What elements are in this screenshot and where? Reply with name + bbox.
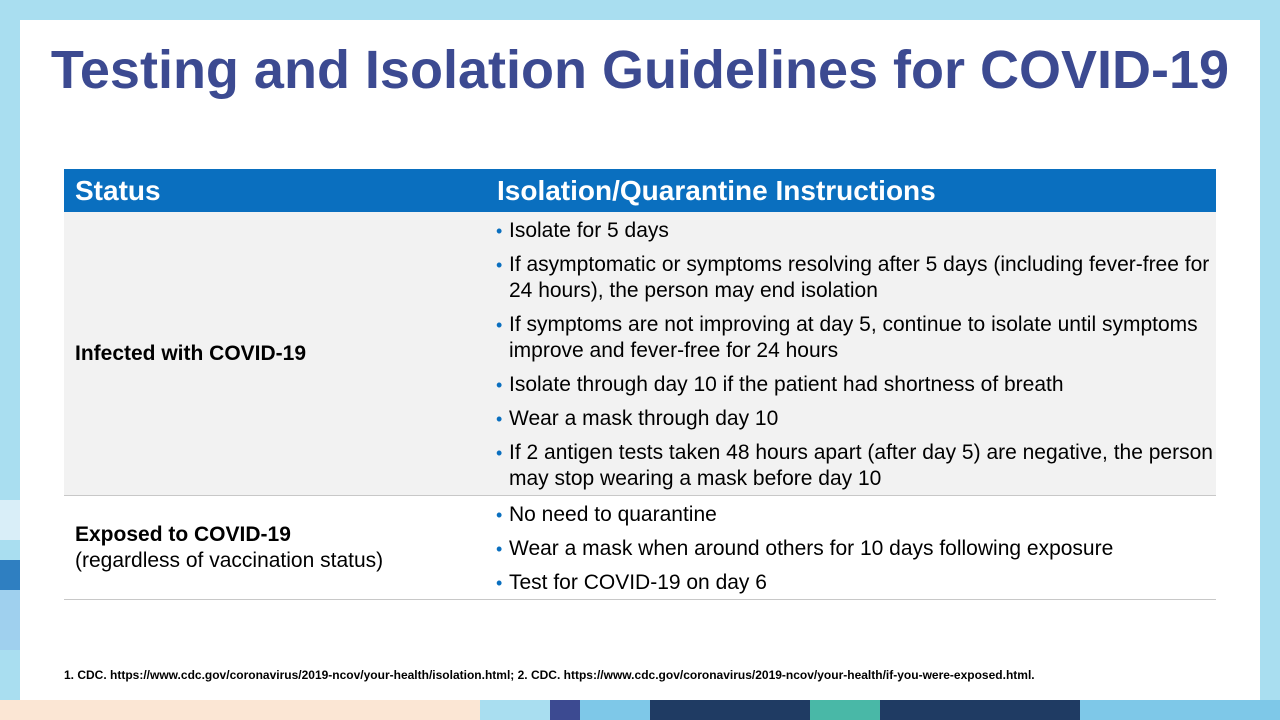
header-status: Status xyxy=(75,174,161,206)
decor-block xyxy=(0,500,20,540)
list-item xyxy=(496,570,1216,596)
status-cell xyxy=(64,496,486,599)
list-item xyxy=(496,440,1216,492)
bullet-icon: • xyxy=(496,409,503,429)
bullet-icon: • xyxy=(496,255,503,275)
status-cell xyxy=(64,212,486,495)
decor-block xyxy=(0,700,480,720)
instruction-text: If symptoms are not improving at day 5, continue to isolate until symptoms improve and fever-free for 24 hours xyxy=(509,313,1198,362)
slide xyxy=(20,20,1260,700)
bullet-icon: • xyxy=(496,505,503,525)
list-item xyxy=(496,218,1216,244)
decor-block xyxy=(880,700,1080,720)
status-label: Exposed to COVID-19 xyxy=(75,522,291,546)
instructions-cell xyxy=(486,212,1216,495)
instruction-text: Wear a mask through day 10 xyxy=(509,407,779,430)
instruction-text: Isolate for 5 days xyxy=(509,219,669,242)
list-item xyxy=(496,312,1216,364)
instruction-text: Wear a mask when around others for 10 days following exposure xyxy=(509,537,1114,560)
decor-block xyxy=(550,700,580,720)
guidelines-table xyxy=(64,169,1216,600)
decor-block xyxy=(1080,700,1280,720)
bullet-icon: • xyxy=(496,221,503,241)
footnote-references: 1. CDC. https://www.cdc.gov/coronavirus/2019-ncov/your-health/isolation.html; 2. CDC. https://www.cdc.gov/coronavirus/2019-ncov/your-health/if-you-were-exposed.html. xyxy=(64,668,1035,682)
status-label: Infected with COVID-19 xyxy=(75,341,307,365)
bullet-icon: • xyxy=(496,315,503,335)
instruction-text: No need to quarantine xyxy=(509,503,717,526)
decor-block xyxy=(0,560,20,590)
bullet-icon: • xyxy=(496,375,503,395)
slide-title: Testing and Isolation Guidelines for COVID-19 xyxy=(50,40,1230,100)
instruction-text: Test for COVID-19 on day 6 xyxy=(509,571,767,594)
table-row xyxy=(64,496,1216,600)
instruction-text: If asymptomatic or symptoms resolving after 5 days (including fever-free for 24 hours), the person may end isolation xyxy=(509,253,1210,302)
status-note: (regardless of vaccination status) xyxy=(75,548,384,572)
decor-block xyxy=(650,700,810,720)
instructions-cell xyxy=(486,496,1216,599)
bullet-icon: • xyxy=(496,539,503,559)
list-item xyxy=(496,252,1216,304)
list-item xyxy=(496,372,1216,398)
list-item xyxy=(496,406,1216,432)
bullet-icon: • xyxy=(496,443,503,463)
list-item xyxy=(496,502,1216,528)
table-header xyxy=(64,169,1216,212)
decor-block xyxy=(810,700,880,720)
bullet-icon: • xyxy=(496,573,503,593)
decor-block xyxy=(580,700,650,720)
list-item xyxy=(496,536,1216,562)
table-row xyxy=(64,212,1216,496)
decor-block xyxy=(0,590,20,650)
header-instructions: Isolation/Quarantine Instructions xyxy=(497,174,936,206)
instruction-text: If 2 antigen tests taken 48 hours apart (after day 5) are negative, the person may stop wearing a mask before day 10 xyxy=(509,441,1213,490)
instruction-text: Isolate through day 10 if the patient had shortness of breath xyxy=(509,373,1064,396)
